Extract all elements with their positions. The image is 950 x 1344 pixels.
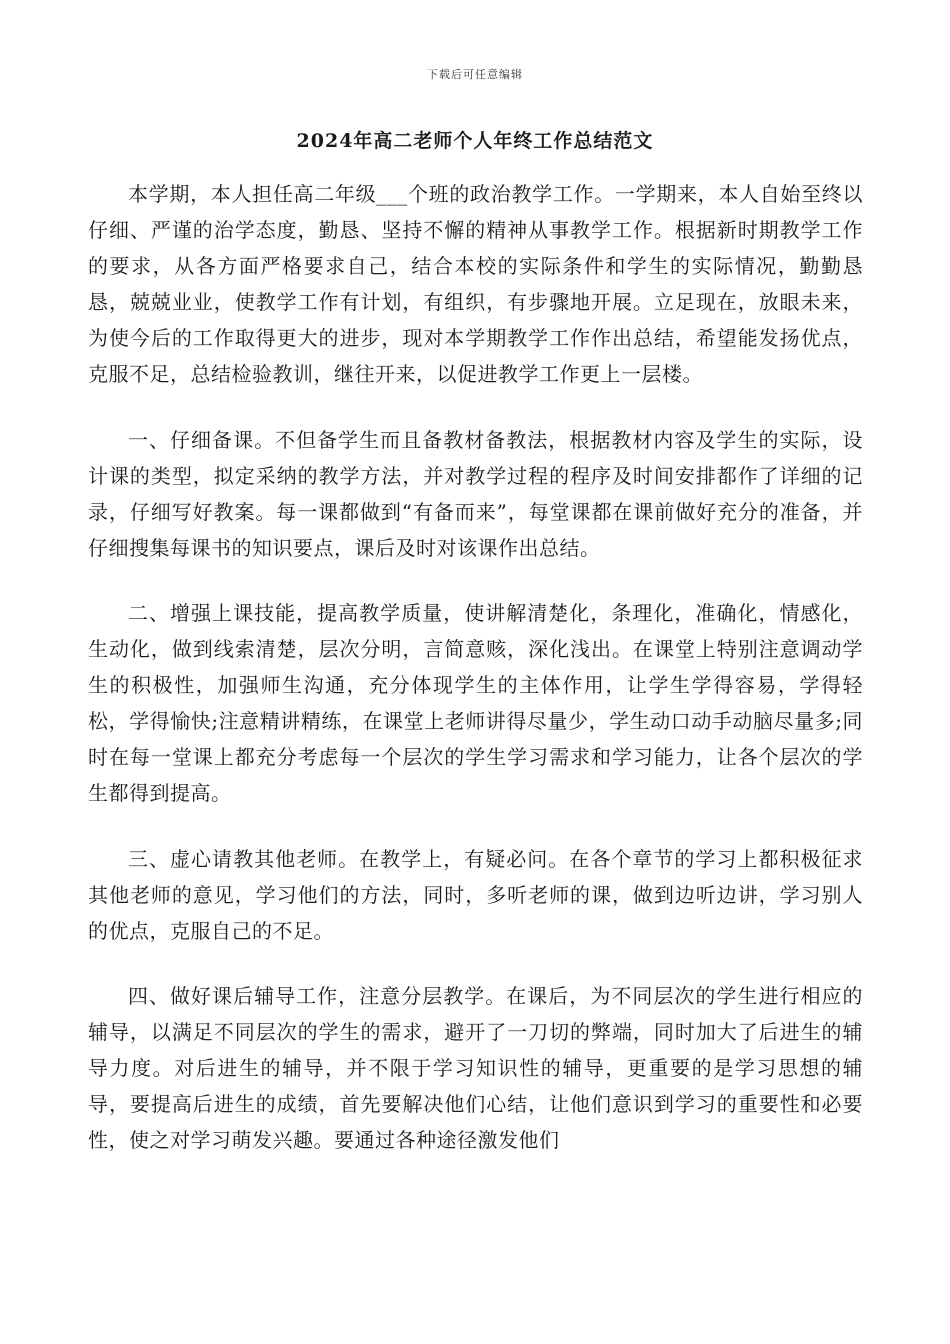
paragraph-section-4: 四、做好课后辅导工作，注意分层教学。在课后，为不同层次的学生进行相应的辅导，以满足不同层次的学生的需求，避开了一刀切的弊端，同时加大了后进生的辅导力度。对后进生的辅导，并不限于学习知识性的辅导，更重要的是学习思想的辅导，要提高后进生的成绩，首先要解决他们心结，让他们意识到学习的重要性和必要性，使之对学习萌发兴趣。要通过各种途径激发他们 [88,983,863,1153]
paragraph-section-1: 一、仔细备课。不但备学生而且备教材备教法，根据教材内容及学生的实际，设计课的类型，拟定采纳的教学方法，并对教学过程的程序及时间安排都作了详细的记录，仔细写好教案。每一课都做到“有备而来”，每堂课都在课前做好充分的准备，并仔细搜集每课书的知识要点，课后及时对该课作出总结。 [88,427,863,560]
header-note: 下载后可任意编辑 [427,68,523,81]
document-body [88,176,863,1187]
document-title: 2024年高二老师个人年终工作总结范文 [296,130,654,152]
paragraph-section-2: 二、增强上课技能，提高教学质量，使讲解清楚化，条理化，准确化，情感化，生动化，做到线索清楚，层次分明，言简意赅，深化浅出。在课堂上特别注意调动学生的积极性，加强师生沟通，充分体现学生的主体作用，让学生学得容易，学得轻松，学得愉快;注意精讲精练，在课堂上老师讲得尽量少，学生动口动手动脑尽量多;同时在每一堂课上都充分考虑每一个层次的学生学习需求和学习能力，让各个层次的学生都得到提高。 [88,600,863,806]
paragraph-section-3: 三、虚心请教其他老师。在教学上，有疑必问。在各个章节的学习上都积极征求其他老师的意见，学习他们的方法，同时，多听老师的课，做到边听边讲，学习别人的优点，克服自己的不足。 [88,846,863,943]
paragraph-intro: 本学期，本人担任高二年级___个班的政治教学工作。一学期来，本人自始至终以仔细、严谨的治学态度，勤恳、坚持不懈的精神从事教学工作。根据新时期教学工作的要求，从各方面严格要求自己，结合本校的实际条件和学生的实际情况，勤勤恳恳，兢兢业业，使教学工作有计划，有组织，有步骤地开展。立足现在，放眼未来，为使今后的工作取得更大的进步，现对本学期教学工作作出总结，希望能发扬优点，克服不足，总结检验教训，继往开来，以促进教学工作更上一层楼。 [88,182,863,387]
